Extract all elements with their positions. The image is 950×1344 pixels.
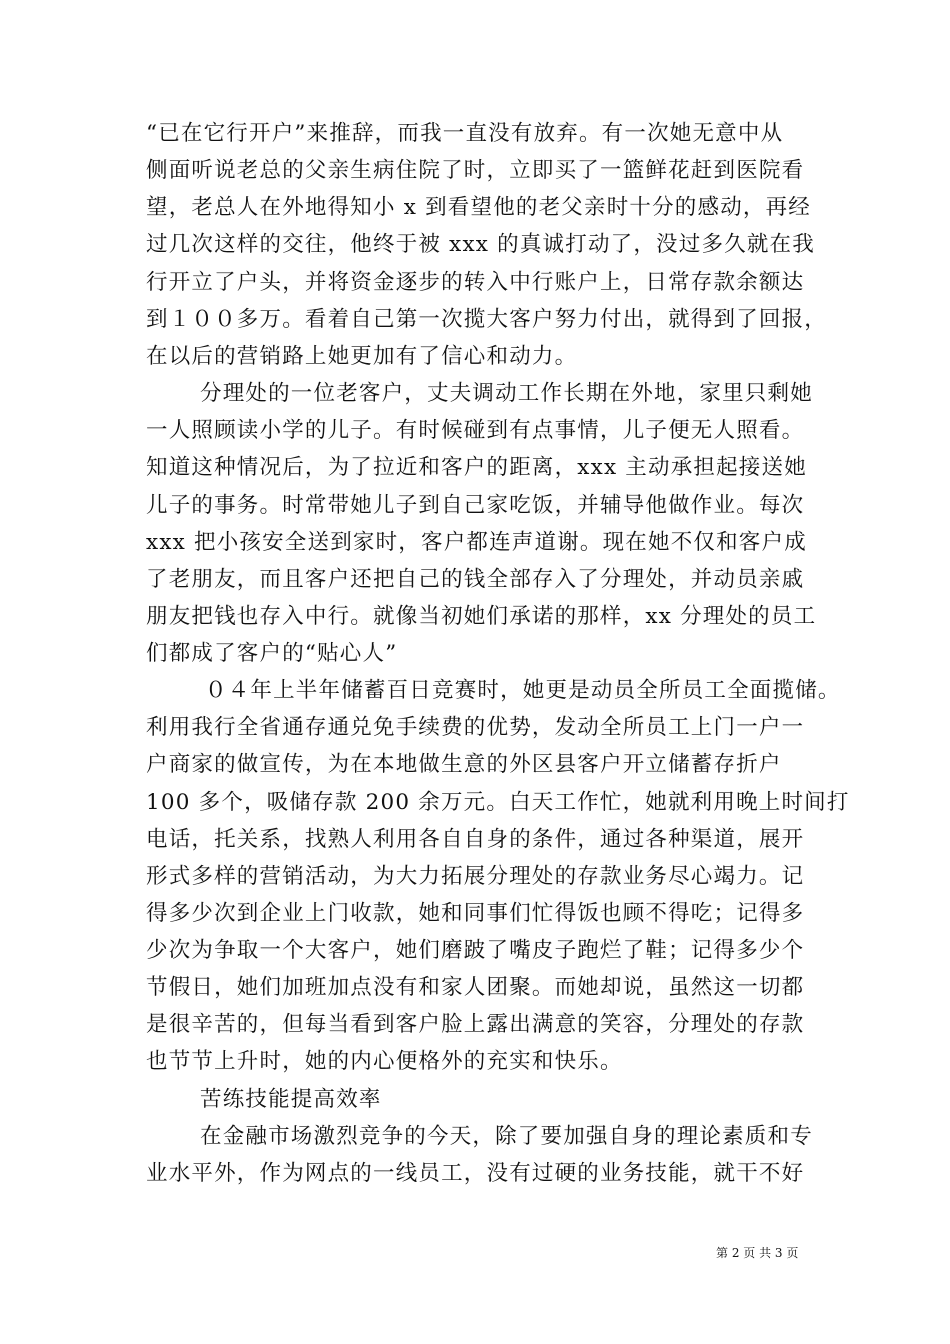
text-line: 利用我行全省通存通兑免手续费的优势，发动全所员工上门一户一 xyxy=(146,715,805,740)
text-line: 儿子的事务。时常带她儿子到自己家吃饭，并辅导他做作业。每次 xyxy=(146,493,805,518)
paragraph-first-line: 分理处的一位老客户，丈夫调动工作长期在外地，家里只剩她 xyxy=(200,381,813,406)
text-line: 100 多个，吸储存款 200 余万元。白天工作忙，她就利用晚上时间打 xyxy=(146,790,850,815)
text-line: 行开立了户头，并将资金逐步的转入中行账户上，日常存款余额达 xyxy=(146,270,805,295)
paragraph-first-line: ０４年上半年储蓄百日竞赛时，她更是动员全所员工全面揽储。 xyxy=(205,678,841,703)
text-line: 到１００多万。看着自己第一次揽大客户努力付出，就得到了回报， xyxy=(146,307,828,332)
paragraph-first-line: 在金融市场激烈竞争的今天，除了要加强自身的理论素质和专 xyxy=(200,1124,813,1149)
text-line: 在以后的营销路上她更加有了信心和动力。 xyxy=(146,344,578,369)
text-line: 节假日，她们加班加点没有和家人团聚。而她却说，虽然这一切都 xyxy=(146,975,805,1000)
text-line: 了老朋友，而且客户还把自己的钱全部存入了分理处，并动员亲戚 xyxy=(146,567,805,592)
text-line: 得多少次到企业上门收款，她和同事们忙得饭也顾不得吃；记得多 xyxy=(146,901,805,926)
text-line: 侧面听说老总的父亲生病住院了时，立即买了一篮鲜花赶到医院看 xyxy=(146,158,805,183)
text-line: 过几次这样的交往，他终于被 xxx 的真诚打动了，没过多久就在我 xyxy=(146,232,815,257)
text-line: 也节节上升时，她的内心便格外的充实和快乐。 xyxy=(146,1049,623,1074)
text-line: 朋友把钱也存入中行。就像当初她们承诺的那样，xx 分理处的员工 xyxy=(146,604,817,629)
text-line: 望，老总人在外地得知小 x 到看望他的老父亲时十分的感动，再经 xyxy=(146,195,811,220)
text-line: 户商家的做宣传，为在本地做生意的外区县客户开立储蓄存折户 xyxy=(146,752,782,777)
text-line: 少次为争取一个大客户，她们磨跛了嘴皮子跑烂了鞋；记得多少个 xyxy=(146,938,805,963)
section-heading: 苦练技能提高效率 xyxy=(200,1087,382,1112)
text-line: “已在它行开户”来推辞，而我一直没有放弃。有一次她无意中从 xyxy=(146,121,784,146)
page-number: 第 2 页 共 3 页 xyxy=(716,1246,799,1260)
text-line: 形式多样的营销活动，为大力拓展分理处的存款业务尽心竭力。记 xyxy=(146,864,805,889)
text-line: 业水平外，作为网点的一线员工，没有过硬的业务技能，就干不好 xyxy=(146,1161,805,1186)
text-line: 们都成了客户的“贴心人” xyxy=(146,641,398,666)
text-line: 电话，托关系，找熟人利用各自自身的条件，通过各种渠道，展开 xyxy=(146,827,805,852)
text-line: 是很辛苦的，但每当看到客户脸上露出满意的笑容，分理处的存款 xyxy=(146,1012,805,1037)
text-line: xxx 把小孩安全送到家时，客户都连声道谢。现在她不仅和客户成 xyxy=(146,530,807,555)
text-line: 一人照顾读小学的儿子。有时候碰到有点事情，儿子便无人照看。 xyxy=(146,418,805,443)
text-line: 知道这种情况后，为了拉近和客户的距离，xxx 主动承担起接送她 xyxy=(146,455,807,480)
